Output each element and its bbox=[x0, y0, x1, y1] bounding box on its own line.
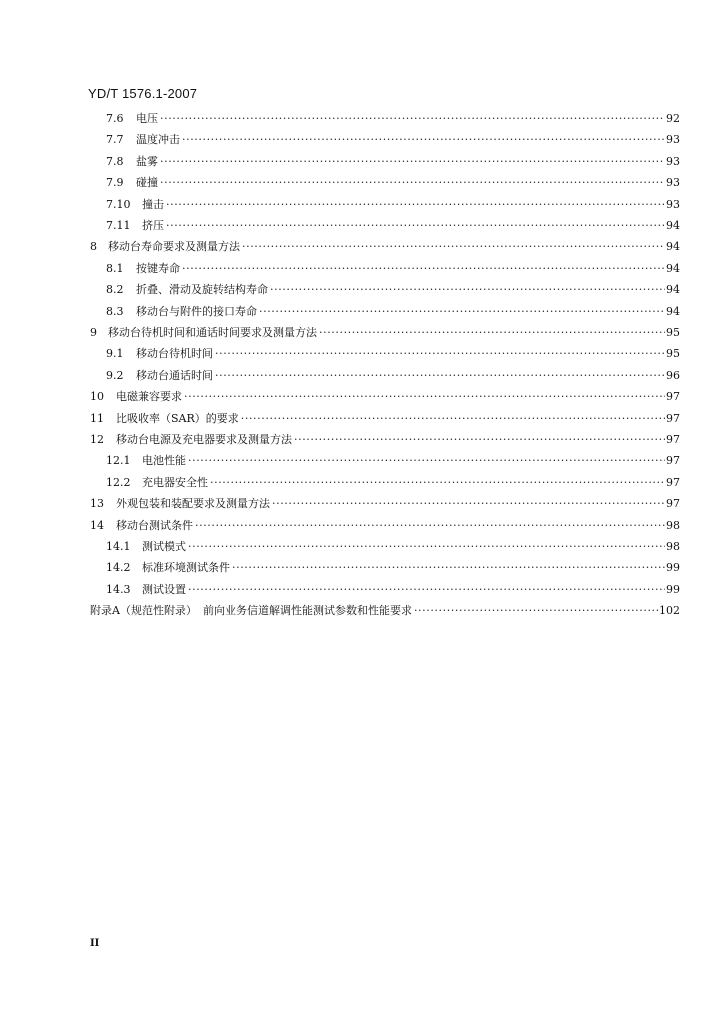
dot-leader bbox=[160, 153, 665, 171]
toc-entry[interactable] bbox=[106, 581, 680, 599]
toc-entry-title: 前向业务信道解调性能测试参数和性能要求 bbox=[202, 604, 412, 618]
dot-leader bbox=[166, 196, 665, 214]
toc-entry-page: 93 bbox=[666, 176, 680, 190]
toc-entry[interactable] bbox=[106, 559, 680, 577]
toc-entry-page: 99 bbox=[666, 582, 680, 596]
toc-entry-page: 95 bbox=[666, 326, 680, 339]
toc-entry-title: 撞击 bbox=[142, 197, 164, 211]
toc-entry-title: 测试模式 bbox=[142, 540, 186, 553]
toc-entry[interactable] bbox=[106, 131, 680, 149]
toc-entry-page: 97 bbox=[666, 497, 680, 511]
toc-entry[interactable] bbox=[90, 388, 680, 406]
toc-entry-number: 9 bbox=[90, 326, 97, 339]
dot-leader bbox=[188, 452, 665, 470]
toc-entry[interactable] bbox=[106, 367, 680, 385]
dot-leader bbox=[210, 474, 665, 492]
page-number: II bbox=[90, 938, 100, 949]
toc-entry[interactable] bbox=[106, 345, 680, 363]
toc-entry-number: 12.1 bbox=[106, 454, 131, 468]
toc-entry-number: 10 bbox=[90, 390, 104, 404]
toc-entry-title: 移动台待机时间 bbox=[136, 347, 213, 361]
toc-entry[interactable] bbox=[106, 153, 680, 171]
toc-entry-title: 电池性能 bbox=[142, 454, 186, 468]
toc-entry-number: 12 bbox=[90, 433, 104, 446]
dot-leader bbox=[160, 174, 665, 192]
toc-entry-title: 移动台寿命要求及测量方法 bbox=[108, 240, 240, 254]
dot-leader bbox=[414, 602, 658, 620]
toc-entry-number: 7.9 bbox=[106, 176, 124, 190]
dot-leader bbox=[184, 388, 665, 406]
toc-entry-page: 94 bbox=[666, 283, 680, 297]
toc-entry-title: 电压 bbox=[136, 112, 158, 125]
toc-entry[interactable] bbox=[106, 174, 680, 192]
toc-entry-number: 8.3 bbox=[106, 304, 124, 318]
toc-entry[interactable] bbox=[106, 260, 680, 278]
toc-entry[interactable] bbox=[90, 602, 680, 620]
dot-leader bbox=[182, 131, 665, 149]
toc-entry-page: 97 bbox=[666, 411, 680, 425]
toc-entry-page: 97 bbox=[666, 475, 680, 489]
toc-entry-number: 8.1 bbox=[106, 261, 124, 275]
toc-entry[interactable] bbox=[106, 281, 680, 299]
toc-entry[interactable] bbox=[106, 110, 680, 128]
toc-entry-page: 94 bbox=[666, 304, 680, 318]
toc-entry[interactable] bbox=[106, 474, 680, 492]
toc-entry-page: 96 bbox=[666, 368, 680, 382]
toc-entry-number: 12.2 bbox=[106, 475, 131, 489]
toc-entry-number: 11 bbox=[90, 411, 104, 425]
toc-entry[interactable] bbox=[90, 410, 680, 428]
toc-entry-number: 14 bbox=[90, 518, 104, 532]
dot-leader bbox=[182, 260, 665, 278]
dot-leader bbox=[272, 495, 665, 513]
toc-entry-number: 8.2 bbox=[106, 283, 124, 297]
toc-entry-page: 93 bbox=[666, 154, 680, 168]
toc-entry-title: 电磁兼容要求 bbox=[116, 390, 182, 404]
toc-entry-page: 97 bbox=[666, 433, 680, 446]
toc-entry[interactable] bbox=[90, 517, 680, 535]
toc-entry-page: 95 bbox=[666, 347, 680, 361]
toc-entry[interactable] bbox=[106, 303, 680, 321]
toc-entry-number: 8 bbox=[90, 240, 97, 254]
dot-leader bbox=[294, 431, 665, 449]
dot-leader bbox=[319, 324, 665, 342]
toc-entry-number: 附录A（规范性附录） bbox=[90, 604, 197, 618]
toc-entry-title: 移动台测试条件 bbox=[116, 518, 193, 532]
toc-entry-page: 92 bbox=[666, 112, 680, 125]
dot-leader bbox=[259, 303, 665, 321]
toc-entry-number: 14.1 bbox=[106, 540, 131, 553]
dot-leader bbox=[270, 281, 665, 299]
toc-entry-number: 7.11 bbox=[106, 219, 131, 232]
toc-entry-title: 按键寿命 bbox=[136, 261, 180, 275]
toc-entry-title: 折叠、滑动及旋转结构寿命 bbox=[136, 283, 268, 297]
toc-entry[interactable] bbox=[90, 495, 680, 513]
dot-leader bbox=[195, 517, 665, 535]
toc-entry-title: 盐雾 bbox=[136, 154, 158, 168]
dot-leader bbox=[241, 410, 665, 428]
dot-leader bbox=[160, 110, 665, 128]
toc-entry-page: 99 bbox=[666, 561, 680, 575]
toc-entry[interactable] bbox=[106, 452, 680, 470]
toc-entry-page: 98 bbox=[666, 540, 680, 553]
toc-entry-number: 14.3 bbox=[106, 582, 131, 596]
toc-entry-number: 7.7 bbox=[106, 133, 124, 147]
toc-entry[interactable] bbox=[106, 196, 680, 214]
toc-entry-page: 94 bbox=[666, 240, 680, 254]
toc-entry-title: 移动台与附件的接口寿命 bbox=[136, 304, 257, 318]
toc-entry[interactable] bbox=[90, 238, 680, 256]
dot-leader bbox=[232, 559, 665, 577]
toc-entry-number: 7.6 bbox=[106, 112, 124, 125]
toc-entry[interactable] bbox=[90, 431, 680, 449]
toc-entry-page: 93 bbox=[666, 197, 680, 211]
toc-entry-title: 移动台通话时间 bbox=[136, 368, 213, 382]
toc-entry[interactable] bbox=[90, 324, 680, 342]
toc-entry-title: 标准环境测试条件 bbox=[142, 561, 230, 575]
toc-entry-page: 97 bbox=[666, 454, 680, 468]
toc-entry-page: 97 bbox=[666, 390, 680, 404]
document-code: YD/T 1576.1-2007 bbox=[88, 86, 198, 101]
toc-entry-number: 7.10 bbox=[106, 197, 131, 211]
dot-leader bbox=[215, 345, 665, 363]
toc-entry-number: 14.2 bbox=[106, 561, 131, 575]
toc-entry-number: 13 bbox=[90, 497, 104, 511]
toc-entry-title: 测试设置 bbox=[142, 582, 186, 596]
dot-leader bbox=[166, 217, 665, 235]
toc-entry-page: 94 bbox=[666, 261, 680, 275]
dot-leader bbox=[242, 238, 665, 256]
toc-entry-title: 比吸收率（SAR）的要求 bbox=[116, 411, 239, 425]
toc-entry-title: 温度冲击 bbox=[136, 133, 180, 147]
dot-leader bbox=[188, 538, 665, 556]
dot-leader bbox=[188, 581, 665, 599]
toc-entry-number: 7.8 bbox=[106, 154, 124, 168]
dot-leader bbox=[215, 367, 665, 385]
toc-entry-page: 93 bbox=[666, 133, 680, 147]
toc-entry[interactable] bbox=[106, 217, 680, 235]
toc-entry-title: 移动台电源及充电器要求及测量方法 bbox=[116, 433, 292, 446]
toc-entry-title: 充电器安全性 bbox=[142, 475, 208, 489]
toc-entry-page: 102 bbox=[659, 604, 680, 618]
toc-entry-number: 9.1 bbox=[106, 347, 124, 361]
toc-entry-title: 碰撞 bbox=[136, 176, 158, 190]
toc-entry-page: 98 bbox=[666, 518, 680, 532]
toc-entry-title: 挤压 bbox=[142, 219, 164, 232]
toc-entry-title: 移动台待机时间和通话时间要求及测量方法 bbox=[108, 326, 317, 339]
toc-entry-title: 外观包装和装配要求及测量方法 bbox=[116, 497, 270, 511]
toc-entry[interactable] bbox=[106, 538, 680, 556]
toc-entry-number: 9.2 bbox=[106, 368, 124, 382]
toc-entry-page: 94 bbox=[666, 219, 680, 232]
